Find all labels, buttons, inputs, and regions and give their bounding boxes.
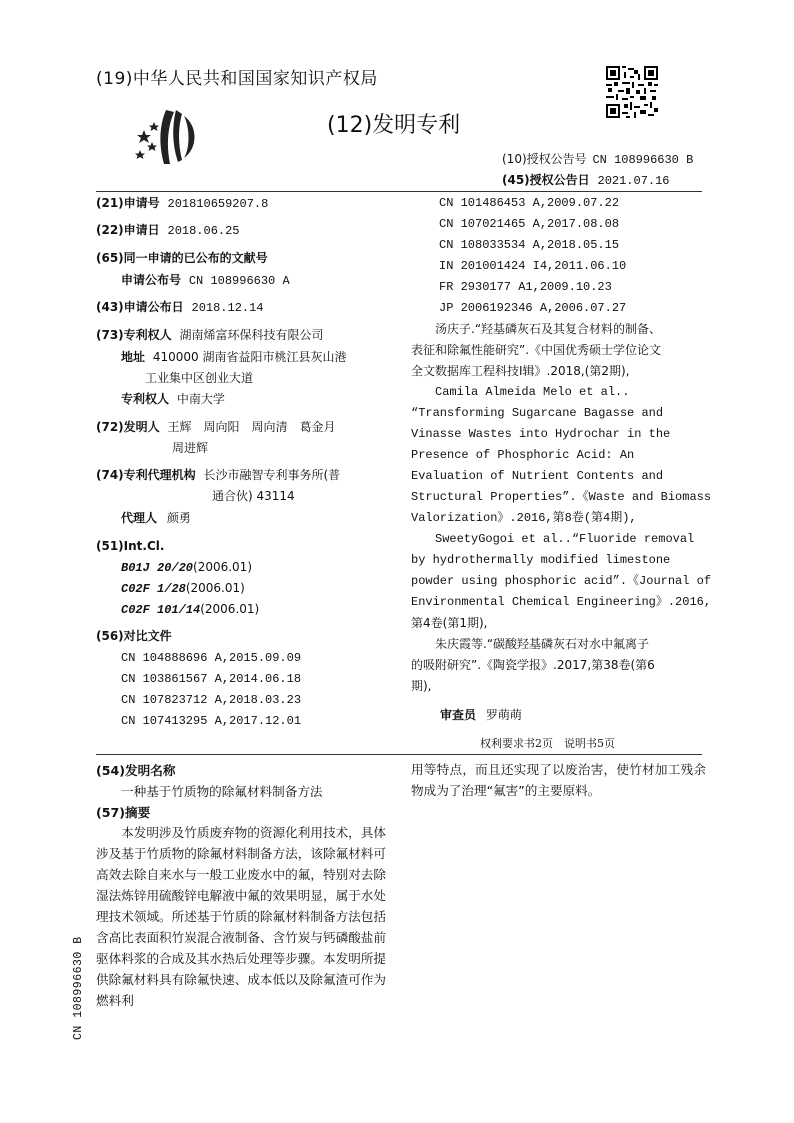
literature-line: by hydrothermally modified limestone bbox=[411, 553, 671, 567]
abstract-text: 本发明涉及竹质废弃物的资源化利用技术，具体涉及基于竹质物的除氟材料制备方法，该除氟材料可高效去除自来水与一般工业废水中的氟，特别对去除湿法炼锌用硫酸锌电解液中氟的效果明显，属于水处理技术领域。所述基于竹质的除氟材料制备方法包括含高比表面积竹炭混合液制备、含竹炭与钙磷酸盐前驱体料浆的合成及其水热后处理等步骤。本发明所提供除氟材料具有除氟快速、成本低以及除氟渣可作为燃料利 bbox=[96, 825, 386, 1008]
patentee: (73)专利权人 湖南烯富环保科技有限公司 bbox=[96, 328, 324, 342]
literature-line: Environmental Chemical Engineering》.2016, bbox=[411, 595, 712, 609]
patentee-second: 专利权人 中南大学 bbox=[121, 392, 225, 406]
patentee-address: 地址 410000 湖南省益阳市桃江县灰山港 bbox=[121, 350, 347, 364]
inventors-line2: 周进辉 bbox=[172, 441, 209, 455]
invention-title-label: (54)发明名称 bbox=[96, 763, 176, 778]
ipc-classification: C02F 1/28(2006.01) bbox=[121, 581, 245, 596]
qr-code-graphic bbox=[606, 66, 658, 118]
cited-document: CN 107413295 A,2017.12.01 bbox=[121, 714, 302, 728]
literature-line: powder using phosphoric acid”.《Journal of bbox=[411, 574, 712, 588]
logo-graphic bbox=[130, 108, 200, 166]
cited-document: CN 108033534 A,2018.05.15 bbox=[439, 238, 620, 252]
ipc-classification: B01J 20/20(2006.01) bbox=[121, 560, 253, 575]
cnipa-logo bbox=[130, 108, 200, 166]
patent-agency: (74)专利代理机构 长沙市融智专利事务所(普 bbox=[96, 468, 341, 482]
prior-publication-number: 申请公布号 CN 108996630 A bbox=[121, 273, 290, 288]
examiner: 审查员 罗萌萌 bbox=[440, 708, 522, 722]
cited-document: CN 101486453 A,2009.07.22 bbox=[439, 196, 620, 210]
header-divider bbox=[96, 191, 702, 192]
document-kind: (12)发明专利 bbox=[327, 113, 461, 138]
literature-line: 的吸附研究”.《陶瓷学报》.2017,第38卷(第6 bbox=[411, 658, 655, 672]
ipc-heading: (51)Int.Cl. bbox=[96, 539, 165, 553]
literature-line: 第4卷(第1期), bbox=[411, 616, 488, 630]
cited-document: CN 107823712 A,2018.03.23 bbox=[121, 693, 302, 707]
literature-line: Structural Properties”.《Waste and Biomass bbox=[411, 490, 712, 504]
cited-documents-continued bbox=[411, 193, 712, 697]
cited-document: FR 2930177 A1,2009.10.23 bbox=[439, 280, 612, 294]
literature-line: Evaluation of Nutrient Contents and bbox=[411, 469, 664, 483]
issuing-office: (19)中华人民共和国国家知识产权局 bbox=[96, 69, 378, 89]
literature-line: 表征和除氟性能研究”.《中国优秀硕士学位论文 bbox=[411, 343, 662, 357]
literature-line: 期), bbox=[411, 679, 432, 693]
application-date: (22)申请日 2018.06.25 bbox=[96, 223, 240, 238]
grant-publication-number: (10)授权公告号 CN 108996630 B bbox=[502, 152, 694, 167]
patentee-address-line2: 工业集中区创业大道 bbox=[145, 371, 254, 385]
literature-line: Vinasse Wastes into Hydrochar in the bbox=[411, 427, 671, 441]
ipc-classification: C02F 101/14(2006.01) bbox=[121, 602, 260, 617]
patent-agent: 代理人 颜勇 bbox=[121, 511, 191, 525]
cited-document: IN 201001424 I4,2011.06.10 bbox=[439, 259, 627, 273]
literature-line: Presence of Phosphoric Acid: An bbox=[411, 448, 635, 462]
cited-document: CN 104888696 A,2015.09.09 bbox=[121, 651, 302, 665]
abstract-text-continued: 用等特点，而且还实现了以废治害，使竹材加工残余物成为了治理“氟害”的主要原料。 bbox=[411, 762, 706, 798]
literature-line: Valorization》.2016,第8卷(第4期), bbox=[411, 511, 637, 525]
side-document-number: CN 108996630 B bbox=[72, 936, 85, 1040]
literature-line: SweetyGogoi et al..“Fluoride removal bbox=[411, 532, 695, 546]
patent-agency-line2: 通合伙) 43114 bbox=[212, 489, 295, 503]
literature-line: 全文数据库工程科技I辑》.2018,(第2期), bbox=[411, 364, 630, 378]
literature-line: “Transforming Sugarcane Bagasse and bbox=[411, 406, 664, 420]
application-number: (21)申请号 201810659207.8 bbox=[96, 196, 269, 211]
grant-publication-date: (45)授权公告日 2021.07.16 bbox=[502, 173, 670, 188]
literature-line: 朱庆霞等.“碳酸羟基磷灰石对水中氟离子 bbox=[411, 637, 650, 651]
page-counts: 权利要求书2页 说明书5页 bbox=[480, 737, 615, 750]
publication-date: (43)申请公布日 2018.12.14 bbox=[96, 300, 264, 315]
qr-code bbox=[606, 66, 658, 118]
inventors: (72)发明人 王辉 周向阳 周向清 葛金月 bbox=[96, 420, 336, 434]
cited-document: JP 2006192346 A,2006.07.27 bbox=[439, 301, 627, 315]
prior-publication-heading: (65)同一申请的已公布的文献号 bbox=[96, 251, 268, 265]
literature-line: 汤庆子.“羟基磷灰石及其复合材料的制备、 bbox=[411, 322, 662, 336]
abstract-divider bbox=[96, 754, 702, 755]
abstract-label: (57)摘要 bbox=[96, 805, 151, 820]
cited-documents-heading: (56)对比文件 bbox=[96, 629, 172, 643]
cited-document: CN 103861567 A,2014.06.18 bbox=[121, 672, 302, 686]
cited-document: CN 107021465 A,2017.08.08 bbox=[439, 217, 620, 231]
invention-title: 一种基于竹质物的除氟材料制备方法 bbox=[121, 784, 323, 799]
literature-line: Camila Almeida Melo et al.. bbox=[411, 385, 630, 399]
